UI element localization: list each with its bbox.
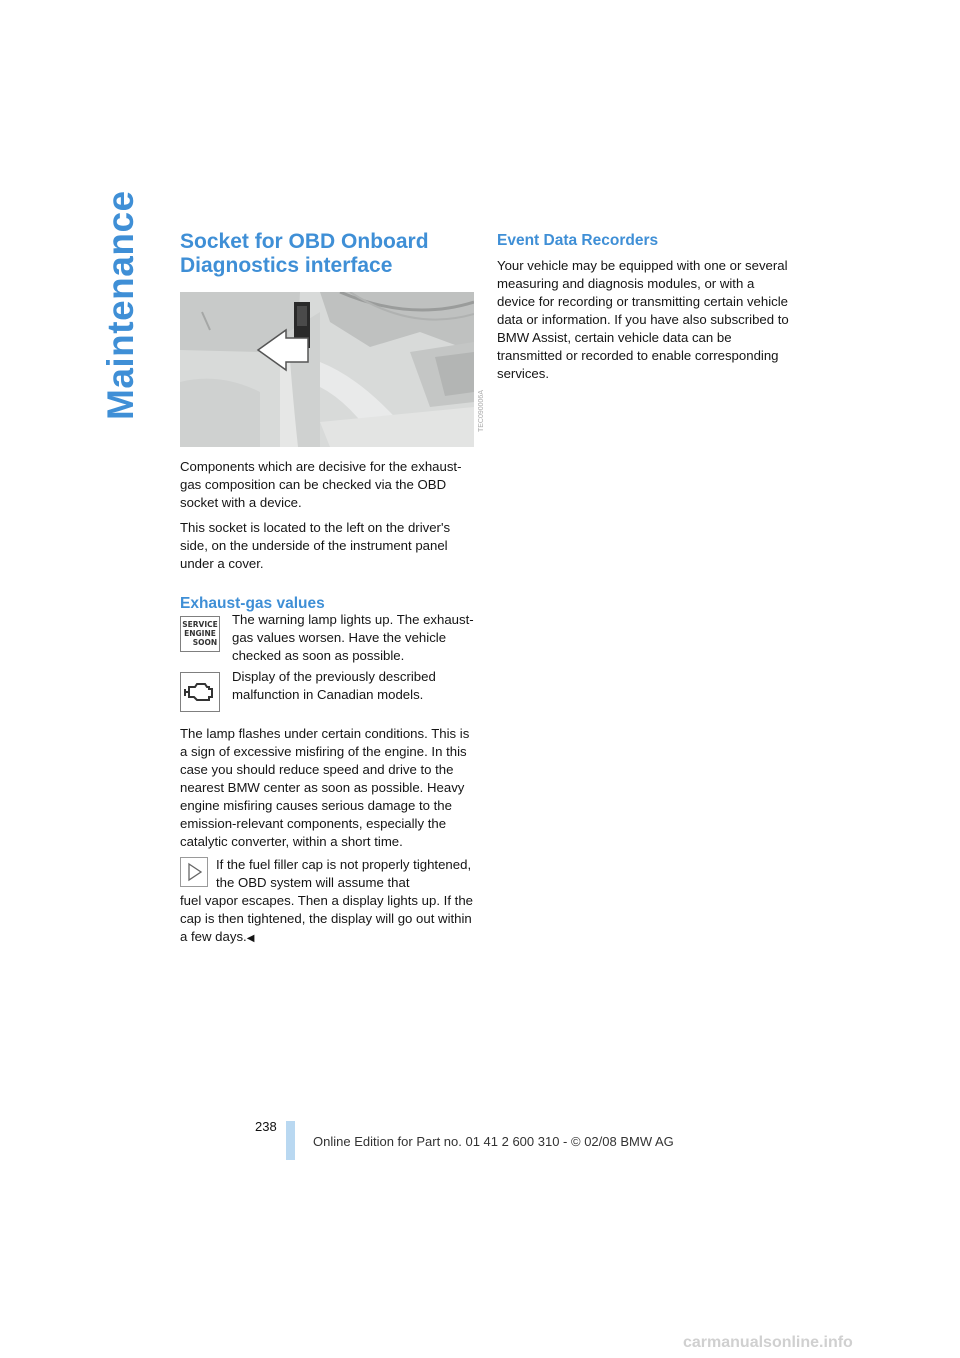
note-first-line: If the fuel filler cap is not properly tightened, the OBD system will assume that [216,857,472,890]
page-title [180,230,476,278]
event-data-paragraph: Your vehicle may be equipped with one or several measuring and diagnosis modules, or with a device for recording or transmitting certain vehicle data or information. If you have also subscribed to BMW Assist, certain vehicle data can be transmitted or recorded to enable corresponding services. [497,258,789,381]
icon-line-service: SERVICE [182,620,218,629]
misfire-paragraph: The lamp flashes under certain conditions. This is a sign of excessive misfiring of the engine. In this case you should reduce speed and drive to the nearest BMW center as soon as possible. Heavy engine misfiring causes serious damage to the emission-relevant components, especially the catalytic converter, within a short time. [180,726,470,849]
right-column [497,231,789,383]
canadian-display-text: Display of the previously described malfunction in Canadian models. [232,669,436,702]
note-rest [180,892,476,948]
chapter-label: Maintenance [100,190,141,420]
left-column [180,230,476,278]
icon-line-engine: ENGINE [184,629,216,638]
figure-code: TEC090006A [478,390,485,433]
footer-bar [286,1121,295,1160]
exhaust-gas-heading: Exhaust-gas values [180,595,325,612]
service-engine-soon-icon [180,616,220,652]
icon-line-soon: SOON [192,638,218,647]
left-body [180,458,476,614]
note-rest-text: fuel vapor escapes. Then a display lights up. If the cap is then tightened, the display will go out within a few days. [180,893,473,944]
misfire-section [180,725,476,851]
intro-paragraph: Components which are decisive for the exhaust-gas composition can be checked via the OBD socket with a device. [180,459,462,510]
note-triangle-icon [180,857,208,887]
edition-footer: Online Edition for Part no. 01 41 2 600 310 - © 02/08 BMW AG [313,1134,674,1149]
warning-lamp-text: The warning lamp lights up. The exhaust-gas values worsen. Have the vehicle checked as soon as possible. [232,612,474,663]
watermark: carmanualsonline.info [683,1334,853,1351]
page-title-line1: Socket for OBD Onboard [180,230,429,253]
check-engine-icon [180,672,220,712]
obd-socket-illustration [180,292,474,447]
page-title-line2: Diagnostics interface [180,254,393,277]
event-data-recorders-heading: Event Data Recorders [497,232,659,249]
chapter-side-tab [88,190,160,420]
end-mark: ◀ [246,933,255,944]
obd-socket-figure [180,292,474,447]
location-paragraph: This socket is located to the left on the driver's side, on the underside of the instrument panel under a cover. [180,520,451,571]
page-number: 238 [255,1119,277,1134]
